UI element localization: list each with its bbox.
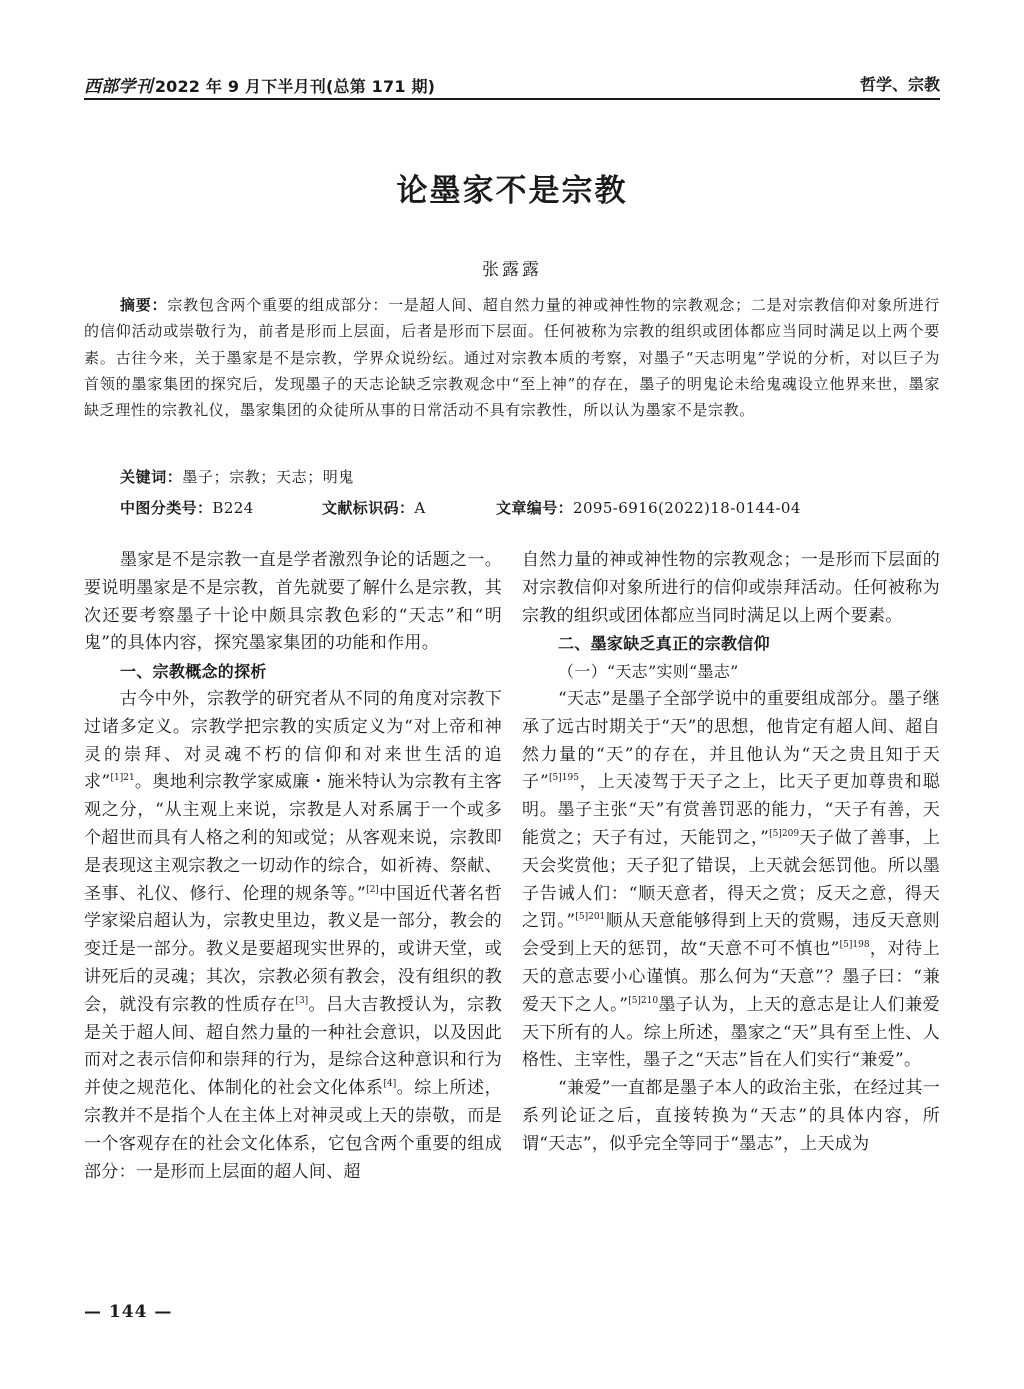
clc-number: 中图分类号：B224 — [120, 499, 254, 517]
left-column — [84, 547, 502, 1186]
subsection-heading: （一）“天志”实则“墨志” — [558, 662, 739, 682]
citation: [5]209 — [769, 828, 800, 839]
citation: [3] — [295, 995, 309, 1006]
document-code: 文献标识码：A — [322, 499, 426, 517]
section-heading: 一、宗教概念的探析 — [120, 662, 267, 682]
right-column — [522, 547, 940, 1159]
citation: [5]210 — [628, 995, 659, 1006]
journal-issue: 2022 年 9 月下半月刊(总第 171 期) — [154, 77, 436, 96]
article-number: 文章编号：2095-6916(2022)18-0144-04 — [496, 499, 801, 517]
paragraph: 墨家是不是宗教一直是学者激烈争论的话题之一。要说明墨家是不是宗教，首先就要了解什么是宗教，其次还要考察墨子十论中颇具宗教色彩的“天志”和“明鬼”的具体内容，探究墨家集团的功能和作用。 — [84, 550, 502, 654]
paragraph: “天志”是墨子全部学说中的重要组成部分。墨子继承了远古时期关于“天”的思想，他肯定有超人间、超自然力量的“天”的存在，并且他认为“天之贵且知于天子”$^{[5]195}$，上天凌驾于天子之上，比天子更加尊贵和聪明。墨子主张“天”有赏善罚恶的能力，“天子有善，天能赏之；天子有过，天能罚之，”$^{[5]209}$天子做了善事，上天会奖赏他；天子犯了错误，上天就会惩罚他。所以墨子告诫人们：“顺天意者，得天之赏；反天之意，得天之罚。”$^{[5]201}$顺从天意能够得到上天的赏赐，违反天意则会受到上天的惩罚，故“天意不可不慎也”$^{[5]198}$，对待上天的意志要小心谨慎。那么何为“天意”？墨子曰：“兼爱天下之人。”$^{[5]210}$墨子认为，上天的意志是让人们兼爱天下所有的人。综上所述，墨家之“天”具有至上性、人格性、主宰性，墨子之“天志”旨在人们实行“兼爱”。 — [522, 688, 940, 1071]
journal-info — [84, 72, 435, 97]
abstract — [84, 292, 940, 423]
keywords-label: 关键词： — [120, 468, 183, 486]
page-number: — 144 — — [84, 1302, 173, 1322]
abstract-text: 宗教包含两个重要的组成部分：一是超人间、超自然力量的神或神性物的宗教观念；二是对宗教信仰对象所进行的信仰活动或崇敬行为，前者是形而上层面，后者是形而下层面。任何被称为宗教的组织或团体都应当同时满足以上两个要素。古往今来，关于墨家是不是宗教，学界众说纷纭。通过对宗教本质的考察，对墨子“天志明鬼”学说的分析，对以巨子为首领的墨家集团的探究后，发现墨子的天志论缺乏宗教观念中“至上神”的存在，墨子的明鬼论未给鬼魂设立他界来世，墨家缺乏理性的宗教礼仪，墨家集团的众徒所从事的日常活动不具有宗教性，所以认为墨家不是宗教。 — [84, 296, 940, 420]
paragraph: “兼爱”一直都是墨子本人的政治主张，在经过其一系列论证之后，直接转换为“天志”的具体内容，所谓“天志”，似乎完全等同于“墨志”，上天成为 — [522, 1078, 940, 1154]
running-header — [84, 68, 940, 98]
citation: [2] — [366, 884, 379, 895]
article-title: 论墨家不是宗教 — [396, 173, 628, 209]
section-heading: 二、墨家缺乏真正的宗教信仰 — [558, 634, 770, 654]
citation: [4] — [383, 1079, 397, 1090]
citation: [5]195 — [549, 773, 579, 784]
abstract-label: 摘要： — [120, 296, 168, 314]
header-divider — [84, 98, 940, 100]
citation: [1]21 — [110, 773, 135, 784]
keywords — [120, 466, 354, 487]
citation: [5]198 — [839, 940, 870, 951]
section-name: 哲学、宗教 — [859, 75, 940, 94]
paragraph: 自然力量的神或神性物的宗教观念；一是形而下层面的对宗教信仰对象所进行的信仰或崇拜活动。任何被称为宗教的组织或团体都应当同时满足以上两个要素。 — [522, 550, 940, 626]
article-author: 张露露 — [482, 260, 542, 280]
paragraph: 古今中外，宗教学的研究者从不同的角度对宗教下过诸多定义。宗教学把宗教的实质定义为“对上帝和神灵的崇拜、对灵魂不朽的信仰和对来世生活的追求”$^{[1]21}$。奥地利宗教学家威廉・施米特认为宗教有主客观之分，“从主观上来说，宗教是人对系属于一个或多个超世而具有人格之利的知或觉；从客观来说，宗教即是表现这主观宗教之一切动作的综合，如祈祷、祭献、圣事、礼仪、修行、伦理的规条等。”[2]中国近代著名哲学家梁启超认为，宗教史里边，教义是一部分，教会的变迁是一部分。教义是要超现实世界的，或讲天堂，或讲死后的灵魂；其次，宗教必须有教会，没有组织的教会，就没有宗教的性质存在[3]。吕大吉教授认为，宗教是关于超人间、超自然力量的一种社会意识，以及因此而对之表示信仰和崇拜的行为，是综合这种意识和行为并使之规范化、体制化的社会文化体系[4]。综上所述，宗教并不是指个人在主体上对神灵或上天的崇敬，而是一个客观存在的社会文化体系，它包含两个重要的组成部分：一是形而上层面的超人间、超 — [84, 688, 502, 1182]
citation: [5]201 — [575, 912, 606, 923]
keywords-text: 墨子；宗教；天志；明鬼 — [182, 468, 355, 486]
journal-logo: 西部学刊 — [84, 77, 153, 97]
